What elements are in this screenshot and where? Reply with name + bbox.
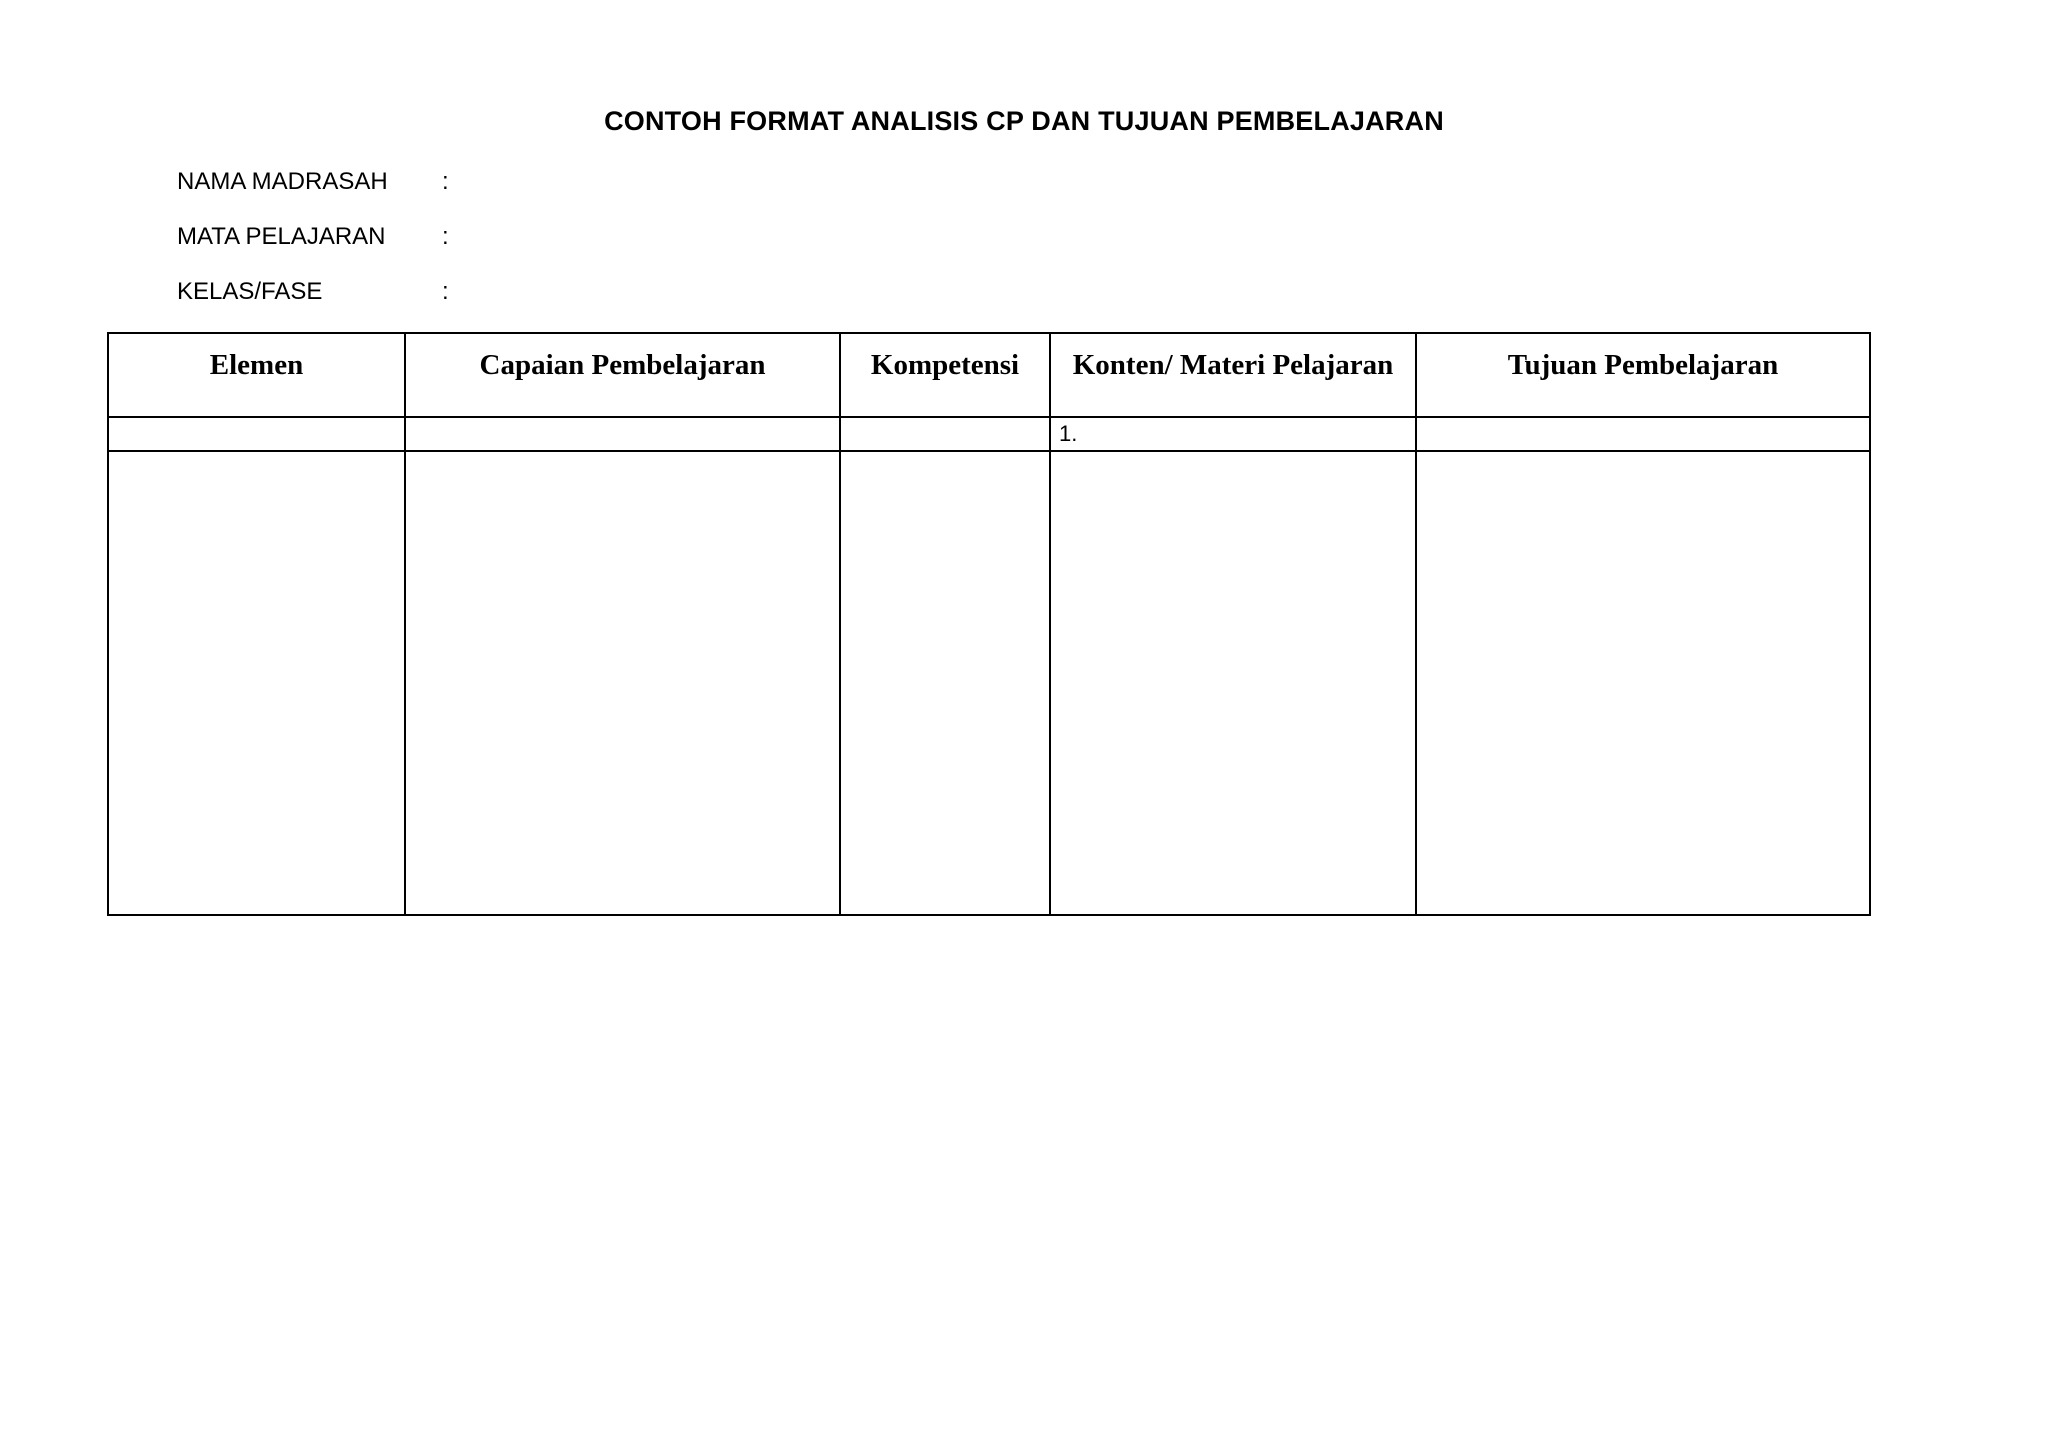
mata-pelajaran-separator: : bbox=[442, 223, 449, 250]
cell-kompetensi[interactable] bbox=[840, 417, 1050, 451]
konten-number: 1. bbox=[1059, 421, 1078, 446]
table-row bbox=[108, 451, 1870, 915]
madrasah-row bbox=[177, 167, 762, 197]
header-konten-materi: Konten/ Materi Pelajaran bbox=[1050, 333, 1416, 417]
kelas-fase-row bbox=[177, 277, 762, 307]
page-title: CONTOH FORMAT ANALISIS CP DAN TUJUAN PEMBELAJARAN bbox=[604, 106, 1444, 136]
header-kompetensi: Kompetensi bbox=[840, 333, 1050, 417]
cell-tujuan[interactable] bbox=[1416, 417, 1870, 451]
analysis-table bbox=[107, 332, 1871, 916]
cell-tujuan-body[interactable] bbox=[1416, 451, 1870, 915]
header-capaian-pembelajaran: Capaian Pembelajaran bbox=[405, 333, 840, 417]
table-row bbox=[108, 417, 1870, 451]
kelas-fase-separator: : bbox=[442, 278, 449, 305]
table-header-row bbox=[108, 333, 1870, 417]
cell-elemen-body[interactable] bbox=[108, 451, 405, 915]
cell-konten-body[interactable] bbox=[1050, 451, 1416, 915]
kelas-fase-label: KELAS/FASE bbox=[177, 278, 323, 305]
madrasah-separator: : bbox=[442, 168, 449, 195]
cell-konten[interactable] bbox=[1050, 417, 1416, 451]
cell-capaian[interactable] bbox=[405, 417, 840, 451]
cell-kompetensi-body[interactable] bbox=[840, 451, 1050, 915]
header-elemen: Elemen bbox=[108, 333, 405, 417]
mata-pelajaran-label: MATA PELAJARAN bbox=[177, 223, 386, 250]
madrasah-label: NAMA MADRASAH bbox=[177, 168, 388, 195]
header-tujuan-pembelajaran: Tujuan Pembelajaran bbox=[1416, 333, 1870, 417]
mata-pelajaran-row bbox=[177, 222, 762, 252]
cell-capaian-body[interactable] bbox=[405, 451, 840, 915]
cell-elemen[interactable] bbox=[108, 417, 405, 451]
